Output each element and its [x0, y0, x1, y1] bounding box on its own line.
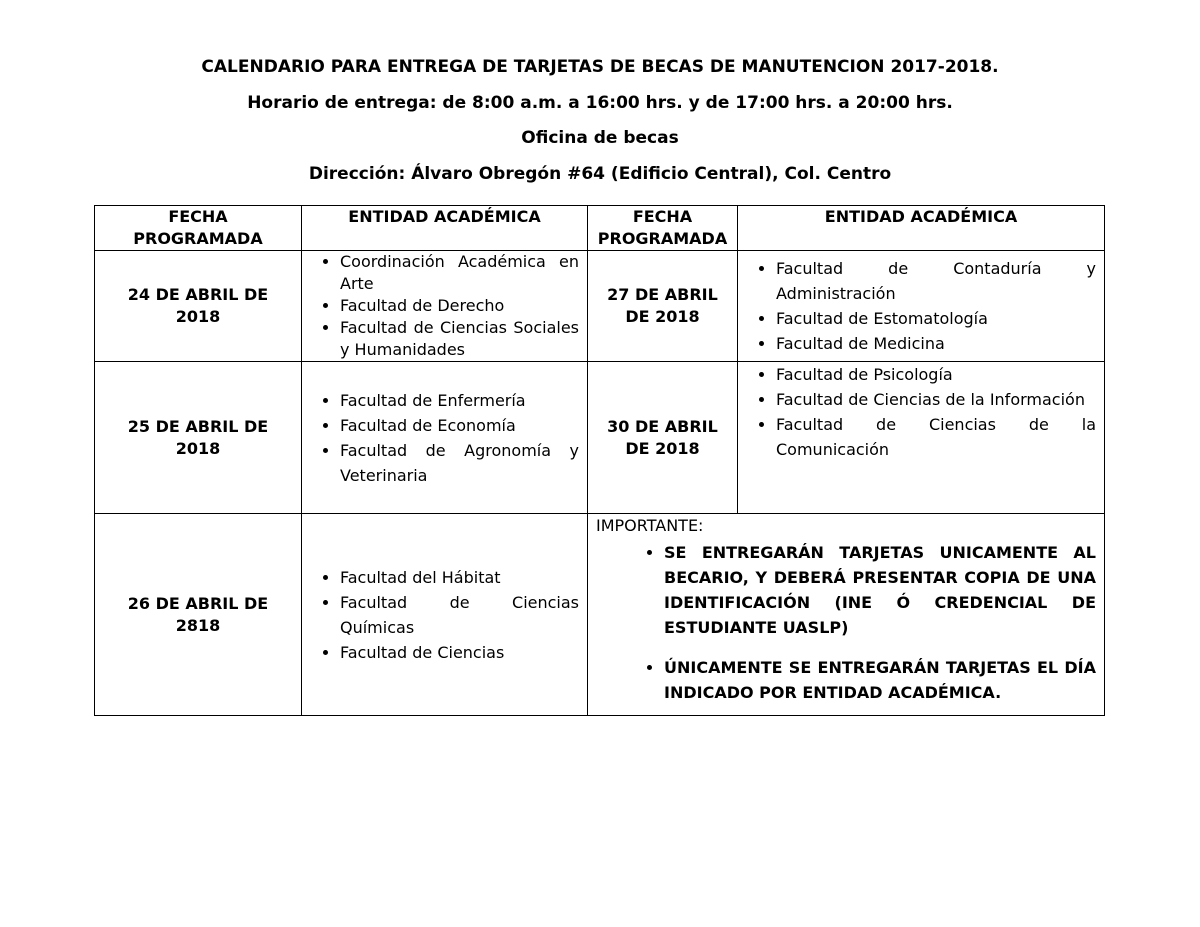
header-entity-right: ENTIDAD ACADÉMICA — [738, 206, 1105, 251]
list-item: • Facultad de Derecho — [340, 295, 579, 317]
important-note: • ÚNICAMENTE SE ENTREGARÁN TARJETAS EL DÍA INDICADO POR ENTIDAD ACADÉMICA. — [664, 655, 1096, 705]
header-entity-left: ENTIDAD ACADÉMICA — [302, 206, 588, 251]
list-item: • Facultad del Hábitat — [340, 565, 579, 590]
table-row — [95, 251, 1105, 362]
document-title: CALENDARIO PARA ENTREGA DE TARJETAS DE BECAS DE MANUTENCION 2017-2018. — [201, 57, 999, 77]
entity-cell — [302, 251, 588, 362]
important-label: IMPORTANTE: — [596, 516, 704, 535]
list-item: • Facultad de Ciencias Sociales y Humanidades — [340, 317, 579, 361]
date-cell: 30 DE ABRIL DE 2018 — [588, 362, 738, 514]
office-address: Dirección: Álvaro Obregón #64 (Edificio Central), Col. Centro — [308, 164, 892, 184]
table-header-row — [95, 206, 1105, 251]
office-name: Oficina de becas — [521, 128, 679, 148]
date-cell: 27 DE ABRIL DE 2018 — [588, 251, 738, 362]
header-date-right: FECHA PROGRAMADA — [588, 206, 738, 251]
date-cell: 26 DE ABRIL DE 2818 — [95, 514, 302, 716]
list-item: • Facultad de Ciencias Químicas — [340, 590, 579, 640]
table-row — [95, 514, 1105, 716]
list-item: • Facultad de Contaduría y Administración — [776, 256, 1096, 306]
table-row — [95, 362, 1105, 514]
date-cell: 25 DE ABRIL DE 2018 — [95, 362, 302, 514]
important-notes-cell — [588, 514, 1105, 716]
delivery-schedule: Horario de entrega: de 8:00 a.m. a 16:00 hrs. y de 17:00 hrs. a 20:00 hrs. — [247, 93, 953, 113]
list-item: • Coordinación Académica en Arte — [340, 251, 579, 295]
list-item: • Facultad de Estomatología — [776, 306, 1096, 331]
important-note: • SE ENTREGARÁN TARJETAS UNICAMENTE AL BECARIO, Y DEBERÁ PRESENTAR COPIA DE UNA IDENTIFICACIÓN (INE Ó CREDENCIAL DE ESTUDIANTE UASLP) — [664, 540, 1096, 640]
list-item: • Facultad de Ciencias de la Comunicación — [776, 412, 1096, 462]
entity-cell — [302, 514, 588, 716]
list-item: • Facultad de Agronomía y Veterinaria — [340, 438, 579, 488]
date-cell: 24 DE ABRIL DE 2018 — [95, 251, 302, 362]
entity-cell — [738, 251, 1105, 362]
list-item: • Facultad de Ciencias de la Información — [776, 387, 1096, 412]
list-item: • Facultad de Economía — [340, 413, 579, 438]
schedule-table — [94, 205, 1105, 716]
header-date-left: FECHA PROGRAMADA — [95, 206, 302, 251]
list-item: • Facultad de Ciencias — [340, 640, 579, 665]
list-item: • Facultad de Psicología — [776, 362, 1096, 387]
entity-cell — [302, 362, 588, 514]
list-item: • Facultad de Medicina — [776, 331, 1096, 356]
entity-cell — [738, 362, 1105, 514]
list-item: • Facultad de Enfermería — [340, 388, 579, 413]
